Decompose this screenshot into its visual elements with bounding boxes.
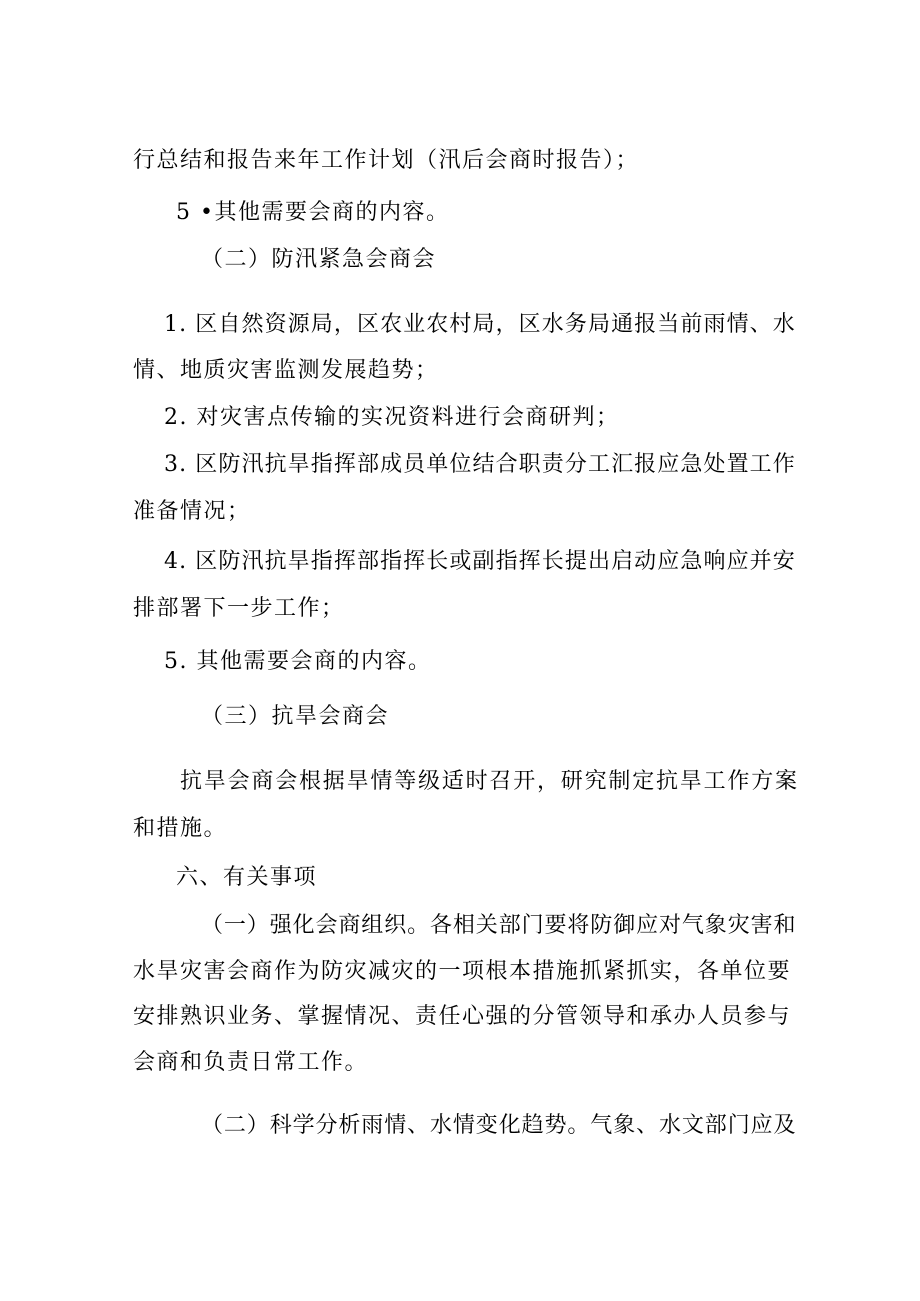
text-line: 排部署下一步工作； <box>133 596 345 621</box>
list-item: 5. 其他需要会商的内容。 <box>164 649 432 674</box>
section-heading: （二）防汛紧急会商会 <box>201 247 437 272</box>
text-line: 安排熟识业务、掌握情况、责任心强的分管领导和承办人员参与 <box>133 1004 792 1029</box>
text-line: 会商和负责日常工作。 <box>133 1050 369 1075</box>
paragraph-line: （二）科学分析雨情、水情变化趋势。气象、水文部门应及 <box>201 1113 797 1138</box>
text-line: 准备情况； <box>133 499 251 524</box>
text-line: 情、地质灾害监测发展趋势； <box>133 358 439 383</box>
list-item: 3. 区防汛抗旱指挥部成员单位结合职责分工汇报应急处置工作 <box>164 452 796 477</box>
list-item: 1. 区自然资源局，区农业农村局，区水务局通报当前雨情、水 <box>164 312 796 337</box>
list-item: 4. 区防汛抗旱指挥部指挥长或副指挥长提出启动应急响应并安 <box>164 549 796 574</box>
text-line: 和措施。 <box>133 816 228 841</box>
text-line: 行总结和报告来年工作计划（汛后会商时报告）； <box>133 148 640 173</box>
text-line: 水旱灾害会商作为防灾减灾的一项根本措施抓紧抓实，各单位要 <box>133 959 792 984</box>
section-heading: （三）抗旱会商会 <box>201 704 390 729</box>
paragraph-line: （一）强化会商组织。各相关部门要将防御应对气象灾害和 <box>201 913 797 938</box>
section-heading: 六、有关事项 <box>176 865 318 890</box>
list-item: 2. 对灾害点传输的实况资料进行会商研判； <box>164 405 620 430</box>
paragraph-line: 抗旱会商会根据旱情等级适时召开，研究制定抗旱工作方案 <box>180 769 799 794</box>
list-item: 5 •其他需要会商的内容。 <box>176 200 450 225</box>
